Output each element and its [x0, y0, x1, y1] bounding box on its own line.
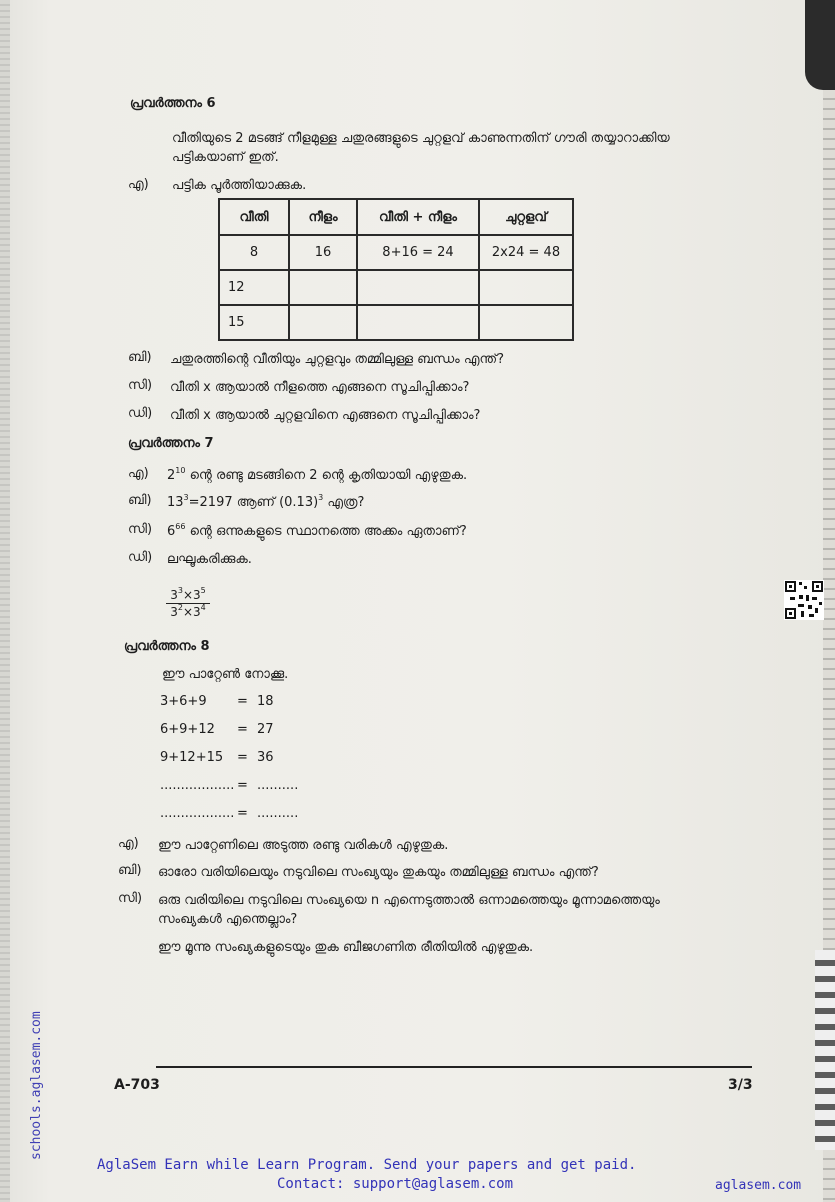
fraction-numerator: $3^3\times 3^5$: [166, 588, 210, 604]
table-cell: 16: [289, 235, 357, 270]
table-cell-empty: [357, 305, 479, 340]
pattern-row-eq: =: [237, 806, 248, 821]
pattern-row-lhs: ..................: [160, 778, 235, 793]
table-row: [219, 235, 573, 270]
pattern-row-rhs: 18: [257, 694, 274, 709]
table-cell: 12: [219, 270, 289, 305]
fraction-denominator: $3^2\times 3^4$: [170, 603, 206, 619]
question-label-b: ബി): [128, 493, 152, 508]
table-row: [219, 270, 573, 305]
pattern-row-lhs: 3+6+9: [160, 694, 207, 709]
question-text-a: പട്ടിക പൂർത്തിയാക്കുക.: [172, 178, 307, 193]
pattern-row-rhs: 27: [257, 722, 274, 737]
pattern-row-lhs: ..................: [160, 806, 235, 821]
column-header-perimeter: ചുറ്റളവ്: [479, 199, 573, 235]
question-text-c-line-1: ഒരു വരിയിലെ നടുവിലെ സംഖ്യയെ n എന്നെടുത്താൽ ഒന്നാമത്തെയും മൂന്നാമത്തെയും: [158, 893, 660, 908]
question-label-d: ഡി): [128, 406, 153, 421]
table-cell-empty: [289, 270, 357, 305]
footer-rule: [156, 1066, 752, 1068]
watermark-banner-line-1: AglaSem Earn while Learn Program. Send your papers and get paid.: [97, 1157, 637, 1173]
question-text-d: ലഘൂകരിക്കുക.: [167, 552, 252, 567]
scan-edge-strips: [815, 950, 835, 1150]
activity-7-heading: പ്രവർത്തനം 7: [128, 436, 214, 451]
question-text-b: $13^3=2197$ ആണ് $(0.13)^3$ എത്ര?: [167, 493, 365, 510]
question-label-a: എ): [118, 836, 139, 851]
scan-edge-left: [0, 0, 10, 1202]
qr-code-icon: [784, 580, 824, 620]
page-number: 3/3: [728, 1077, 753, 1093]
activity-8-heading: പ്രവർത്തനം 8: [124, 639, 210, 654]
table-cell-empty: [479, 270, 573, 305]
pattern-row-lhs: 6+9+12: [160, 722, 215, 737]
fraction-expression: [166, 588, 210, 619]
column-header-length: നീളം: [289, 199, 357, 235]
question-label-c: സി): [128, 378, 153, 393]
activity-6-heading: പ്രവർത്തനം 6: [130, 96, 216, 111]
table-cell: 15: [219, 305, 289, 340]
table-cell-empty: [357, 270, 479, 305]
question-label-a: എ): [128, 177, 149, 192]
pattern-row-eq: =: [237, 694, 248, 709]
width-length-table: [218, 198, 574, 341]
column-header-width: വീതി: [219, 199, 289, 235]
pattern-row-rhs: ..........: [257, 806, 299, 821]
question-label-a: എ): [128, 466, 149, 481]
pattern-row-rhs: 36: [257, 750, 274, 765]
question-label-c: സി): [128, 522, 153, 537]
table-header-row: [219, 199, 573, 235]
question-label-b: ബി): [128, 350, 152, 365]
question-text-b: ചതുരത്തിന്റെ വീതിയും ചുറ്റളവും തമ്മിലുള്ള ബന്ധം എന്ത്?: [170, 352, 504, 367]
question-text-a: ഈ പാറ്റേണിലെ അടുത്ത രണ്ടു വരികൾ എഴുതുക.: [158, 838, 449, 853]
question-text-c-line-3: ഈ മൂന്നു സംഖ്യകളുടെയും തുക ബീജഗണിത രീതിയിൽ എഴുതുക.: [158, 940, 534, 955]
question-label-d: ഡി): [128, 550, 153, 565]
watermark-contact-link[interactable]: Contact: support@aglasem.com: [277, 1176, 514, 1192]
question-text-a: $2^{10}$ ന്റെ രണ്ടു മടങ്ങിനെ 2 ന്റെ കൃതിയായി എഴുതുക.: [167, 466, 468, 483]
table-cell: 8+16 = 24: [357, 235, 479, 270]
activity-6-intro-line-2: പട്ടികയാണ് ഇത്.: [172, 150, 279, 165]
column-header-sum: വീതി + നീളം: [357, 199, 479, 235]
vertical-watermark: schools.aglasem.com: [29, 1011, 44, 1160]
table-cell: 2x24 = 48: [479, 235, 573, 270]
question-text-b: ഓരോ വരിയിലെയും നടുവിലെ സംഖ്യയും തുകയും തമ്മിലുള്ള ബന്ധം എന്ത്?: [158, 865, 599, 880]
pattern-row-lhs: 9+12+15: [160, 750, 224, 765]
question-text-c: വീതി x ആയാൽ നീളത്തെ എങ്ങനെ സൂചിപ്പിക്കാം?: [170, 380, 470, 395]
table-row: [219, 305, 573, 340]
pattern-row-eq: =: [237, 778, 248, 793]
pattern-row-eq: =: [237, 722, 248, 737]
paper-code: A-703: [114, 1077, 160, 1093]
activity-8-intro: ഈ പാറ്റേൺ നോക്കൂ.: [162, 667, 289, 682]
question-label-c: സി): [118, 891, 143, 906]
pattern-row-rhs: ..........: [257, 778, 299, 793]
activity-6-intro-line-1: വീതിയുടെ 2 മടങ്ങ് നീളമുള്ള ചതുരങ്ങളുടെ ചുറ്റളവ് കാണുന്നതിന് ഗൗരി തയ്യാറാക്കിയ: [172, 131, 670, 146]
watermark-site-link[interactable]: aglasem.com: [715, 1178, 802, 1193]
scan-corner-shadow: [805, 0, 835, 90]
table-cell-empty: [479, 305, 573, 340]
pattern-row-eq: =: [237, 750, 248, 765]
table-cell-empty: [289, 305, 357, 340]
question-text-c-line-2: സംഖ്യകൾ എന്തെല്ലാം?: [158, 912, 298, 927]
table-cell: 8: [219, 235, 289, 270]
question-label-b: ബി): [118, 863, 142, 878]
question-text-d: വീതി x ആയാൽ ചുറ്റളവിനെ എങ്ങനെ സൂചിപ്പിക്കാം?: [170, 408, 481, 423]
question-text-c: $6^{66}$ ന്റെ ഒന്നുകളുടെ സ്ഥാനത്തെ അക്കം ഏതാണ്?: [167, 522, 467, 539]
